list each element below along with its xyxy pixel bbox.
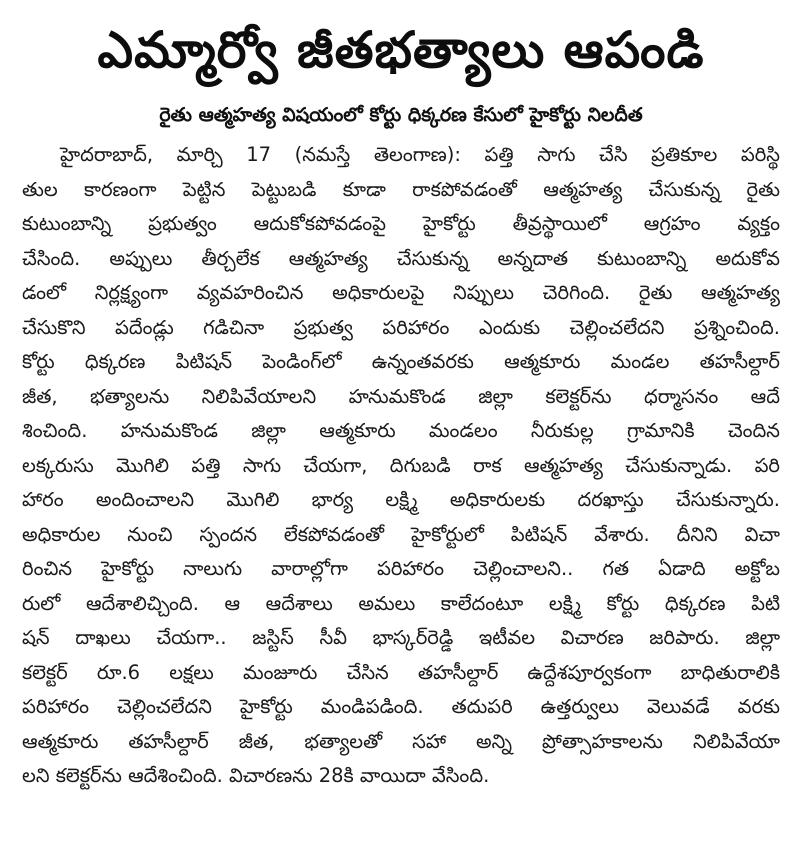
body-line: డంలో నిర్లక్ష్యంగా వ్యవహరించిన అధికారులపై నిప్పులు చెరిగింది. రైతు ఆత్మహత్య — [22, 281, 780, 304]
body-line: లక్కరుసు మొగిలి పత్తి సాగు చేయగా, దిగుబడి రాక ఆత్మహత్య చేసుకున్నాడు. పరి — [22, 453, 780, 477]
body-line: హైదరాబాద్, మార్చి 17 (నమస్తే తెలంగాణ): పత్తి సాగు చేసి ప్రతికూల పరిస్థి — [60, 143, 780, 166]
body-line: లని కలెక్టర్‌ను ఆదేశించింది. విచారణను 28కి వాయిదా వేసింది. — [22, 764, 490, 787]
body-line: పరిహారం చెల్లించలేదని హైకోర్టు మండిపడింది. తదుపరి ఉత్తర్వులు వెలువడే వరకు — [22, 695, 780, 718]
headline: ఎమ్మార్వో జీతభత్యాలు ఆపండి — [97, 21, 705, 79]
article-body — [22, 138, 780, 794]
body-line: రించిన హైకోర్టు నాలుగు వారాల్లోగా పరిహారం చెల్లించాలని.. గత ఏడాది అక్టోబ — [22, 557, 780, 580]
body-line: కోర్టు ధిక్కరణ పిటిషన్ పెండింగ్‌లో ఉన్నంతవరకు ఆత్మకూరు మండల తహసీల్దార్ — [22, 350, 780, 373]
body-line: అధికారుల నుంచి స్పందన లేకపోవడంతో హైకోర్టులో పిటిషన్ వేశారు. దీనిని విచా — [22, 522, 780, 546]
body-line: రులో ఆదేశాలిచ్చింది. ఆ ఆదేశాలు అమలు కాలేదంటూ లక్ష్మి కోర్టు ధిక్కరణ పిటి — [22, 591, 780, 615]
body-line: జీత, భత్యాలను నిలిపివేయాలని హనుమకొండ జిల్లా కలెక్టర్‌ను ధర్మాసనం ఆదే — [22, 384, 780, 408]
body-line: చేసుకొని పదేండ్లు గడిచినా ప్రభుత్వ పరిహారం ఎందుకు చెల్లించలేదని ప్రశ్నించింది. — [22, 315, 780, 339]
body-line: శించింది. హనుమకొండ జిల్లా ఆత్మకూరు మండలం నీరుకుల్ల గ్రామానికి చెందిన — [22, 419, 780, 442]
body-line: చేసింది. అప్పులు తీర్చలేక ఆత్మహత్య చేసుకున్న అన్నదాత కుటుంబాన్ని అదుకోవ — [22, 246, 780, 270]
body-line: తుల కారణంగా పెట్టిన పెట్టుబడి కూడా రాకపోవడంతో ఆత్మహత్య చేసుకున్న రైతు — [22, 177, 780, 201]
body-line: హారం అందించాలని మొగిలి భార్య లక్ష్మి అధికారులకు దరఖాస్తు చేసుకున్నారు. — [22, 488, 780, 511]
body-line: కలెక్టర్ రూ.6 లక్షలు మంజూరు చేసిన తహసీల్దార్ ఉద్దేశపూర్వకంగా బాధితురాలికి — [22, 660, 780, 684]
body-line: షన్ దాఖలు చేయగా.. జస్టిస్ సీవీ భాస్కర్‌రెడ్డి ఇటీవల విచారణ జరిపారు. జిల్లా — [22, 626, 780, 649]
body-line: కుటుంబాన్ని ప్రభుత్వం ఆదుకోకపోవడంపై హైకోర్టు తీవ్రస్థాయిలో ఆగ్రహం వ్యక్తం — [22, 212, 780, 235]
subheadline: రైతు ఆత్మహత్య విషయంలో కోర్టు ధిక్కరణ కేసులో హైకోర్టు నిలదీత — [159, 104, 643, 126]
body-line: ఆత్మకూరు తహసీల్దార్ జీత, భత్యాలతో సహా అన్ని ప్రోత్సాహకాలను నిలిపివేయా — [22, 729, 780, 753]
